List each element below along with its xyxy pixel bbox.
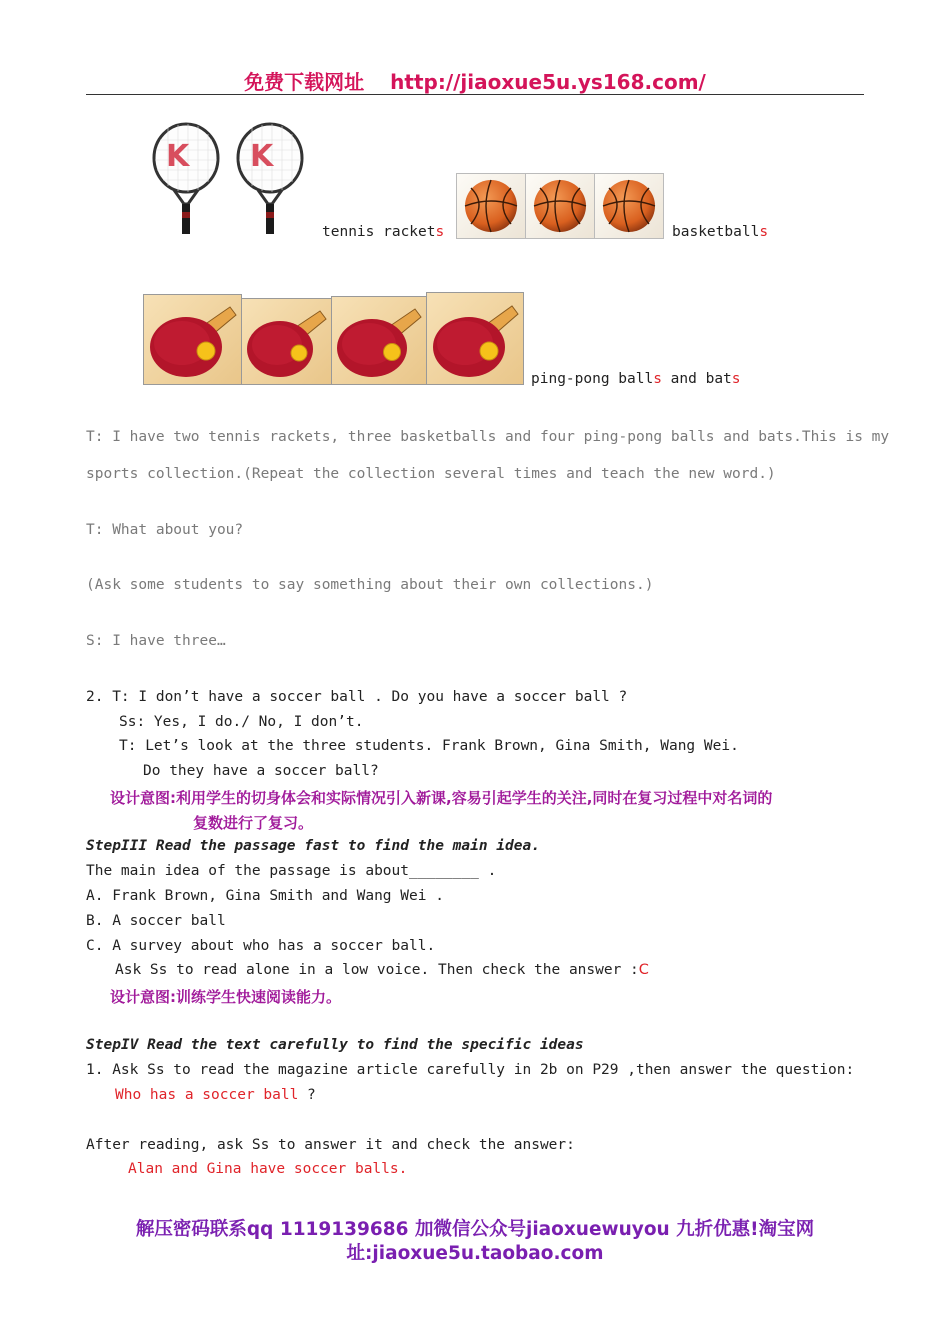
- design-intent-1b: 复数进行了复习。: [193, 814, 314, 832]
- basketball-image: [456, 173, 526, 239]
- student-line: S: I have three…: [86, 633, 226, 649]
- basketballs-label: basketballs: [672, 224, 769, 240]
- ping-pong-bat-image: [143, 294, 242, 385]
- teacher-line-1a: T: I have two tennis rackets, three basketballs and four ping-pong balls and bats.This is my: [86, 429, 890, 445]
- section2-line-4: Do they have a soccer ball?: [143, 763, 379, 779]
- page-header: [0, 66, 950, 95]
- header-label: 免费下载网址: [244, 70, 365, 94]
- option-a: A. Frank Brown, Gina Smith and Wang Wei .: [86, 888, 444, 904]
- tennis-racket-image: [148, 120, 226, 238]
- basketball-image: [525, 173, 595, 239]
- step3-title: StepIII Read the passage fast to find the main idea.: [86, 838, 540, 854]
- basketball-image: [594, 173, 664, 239]
- footer-line-2[interactable]: 址:jiaoxue5u.taobao.com: [346, 1243, 604, 1264]
- page-footer: [60, 1218, 890, 1266]
- ping-pong-bat-image: [426, 292, 524, 385]
- section2-line-2: Ss: Yes, I do./ No, I don’t.: [119, 714, 364, 730]
- tennis-racket-image: [232, 120, 310, 238]
- teacher-line-1b: sports collection.(Repeat the collection several times and teach the new word.): [86, 466, 776, 482]
- design-intent-1a: 设计意图:利用学生的切身体会和实际情况引入新课,容易引起学生的关注,同时在复习过程中对名词的: [110, 789, 773, 807]
- ping-pong-bat-image: [241, 298, 332, 385]
- step4-line-1: 1. Ask Ss to read the magazine article carefully in 2b on P29 ,then answer the question:: [86, 1062, 855, 1078]
- design-intent-2: 设计意图:训练学生快速阅读能力。: [110, 988, 342, 1006]
- step3-answer: C: [638, 962, 649, 978]
- step4-question: Who has a soccer ball ?: [115, 1087, 316, 1103]
- ping-pong-bat-image: [331, 296, 427, 385]
- step4-after: After reading, ask Ss to answer it and check the answer:: [86, 1137, 575, 1153]
- step4-title: StepIV Read the text carefully to find the specific ideas: [86, 1037, 584, 1053]
- tennis-rackets-label: tennis rackets: [322, 224, 445, 240]
- section2-line-3: T: Let’s look at the three students. Frank Brown, Gina Smith, Wang Wei.: [119, 738, 739, 754]
- svg-text:K: K: [166, 139, 190, 174]
- header-divider: [86, 94, 864, 95]
- svg-text:K: K: [250, 139, 274, 174]
- teacher-line-2: T: What about you?: [86, 522, 244, 538]
- step3-instruction: Ask Ss to read alone in a low voice. Then check the answer :C: [115, 962, 649, 978]
- ping-pong-label: ping-pong balls and bats: [531, 371, 741, 387]
- header-url[interactable]: http://jiaoxue5u.ys168.com/: [390, 70, 706, 94]
- step3-question: The main idea of the passage is about________ .: [86, 863, 497, 879]
- option-b: B. A soccer ball: [86, 913, 226, 929]
- step4-answer: Alan and Gina have soccer balls.: [128, 1161, 408, 1177]
- section2-line-1: 2. T: I don’t have a soccer ball . Do you have a soccer ball ?: [86, 689, 628, 705]
- footer-line-1: 解压密码联系qq 1119139686 加微信公众号jiaoxuewuyou 九折优惠!淘宝网: [135, 1219, 815, 1240]
- instruction-line: (Ask some students to say something about their own collections.): [86, 577, 654, 593]
- option-c: C. A survey about who has a soccer ball.: [86, 938, 436, 954]
